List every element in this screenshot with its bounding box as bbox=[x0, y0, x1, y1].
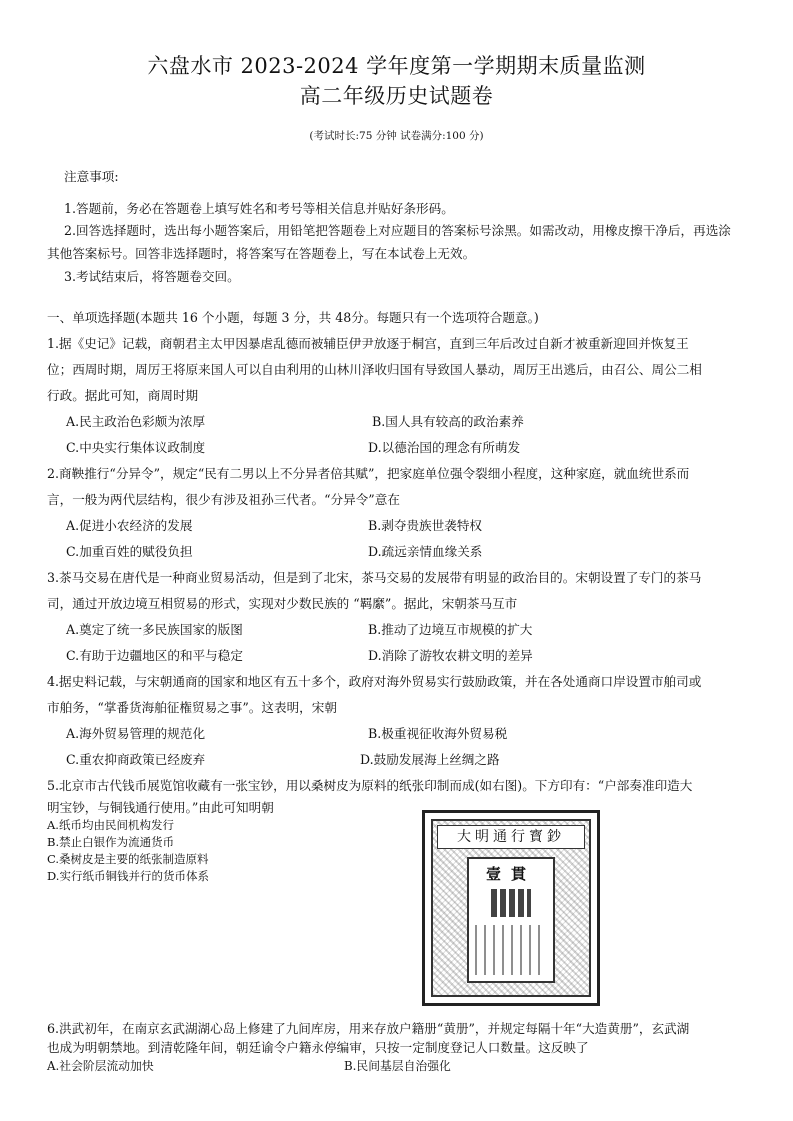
q5-option-b: B.禁止白银作为流通货币 bbox=[47, 835, 175, 849]
q4-option-c: C.重农抑商政策已经废弃 bbox=[66, 752, 206, 767]
exam-title-line2: 高二年级历史试题卷 bbox=[299, 84, 494, 108]
q1-line1: 1.据《史记》记载，商朝君主太甲因暴虐乱德而被辅臣伊尹放逐于桐宫，直到三年后改过自新才被重新迎回并恢复王 bbox=[47, 336, 689, 351]
q2-line1: 2.商鞅推行“分异令”，规定“民有二男以上不分异者倍其赋”，把家庭单位强令裂细小程度，这种家庭，就血统世系而 bbox=[47, 466, 690, 481]
q1-option-c: C.中央实行集体议政制度 bbox=[66, 440, 206, 455]
q6-line1: 6.洪武初年，在南京玄武湖湖心岛上修建了九间库房，用来存放户籍册“黄册”，并规定每隔十年“大造黄册”，玄武湖 bbox=[47, 1021, 690, 1036]
q6-option-b: B.民间基层自治强化 bbox=[344, 1059, 451, 1073]
q5-option-d: D.实行纸币铜钱并行的货币体系 bbox=[47, 869, 209, 883]
exam-title-line1: 六盘水市 2023-2024 学年度第一学期期末质量监测 bbox=[147, 54, 646, 78]
q5-option-a: A.纸币均由民间机构发行 bbox=[47, 818, 174, 832]
q1-option-b: B.国人具有较高的政治素养 bbox=[372, 414, 524, 429]
q1-option-d: D.以德治国的理念有所萌发 bbox=[368, 440, 521, 455]
note-item-2-line1: 2.回答选择题时，选出每小题答案后，用铅笔把答题卷上对应题目的答案标号涂黑。如需改动，用橡皮擦干净后，再选涂 bbox=[64, 223, 731, 238]
q5-line1: 5.北京市古代钱币展览馆收藏有一张宝钞，用以桑树皮为原料的纸张印制而成(如右图)。下方印有：“户部奏准印造大 bbox=[47, 778, 693, 793]
q6-line2: 也成为明朝禁地。到清乾隆年间，朝廷谕令户籍永停编审，只按一定制度登记人口数量。这反映了 bbox=[47, 1040, 589, 1055]
banknote-border bbox=[431, 819, 591, 997]
q1-line2: 位；西周时期，周厉王将原来国人可以自由利用的山林川泽收归国有导致国人暴动，周厉王出逃后，由召公、周公二相 bbox=[47, 362, 702, 377]
q5-line2: 明宝钞，与铜钱通行使用。”由此可知明朝 bbox=[47, 800, 274, 815]
exam-meta: (考试时长:75 分钟 试卷满分:100 分) bbox=[309, 130, 484, 142]
q1-line3: 行政。据此可知，商周时期 bbox=[47, 388, 199, 403]
note-item-2-line2: 其他答案标号。回答非选择题时，将答案写在答题卷上，写在本试卷上无效。 bbox=[47, 246, 476, 261]
q4-option-a: A.海外贸易管理的规范化 bbox=[66, 726, 206, 741]
banknote-center-panel bbox=[467, 857, 555, 983]
q4-option-b: B.极重视征收海外贸易税 bbox=[368, 726, 508, 741]
q3-option-d: D.消除了游牧农耕文明的差异 bbox=[368, 648, 533, 663]
q4-line1: 4.据史料记载，与宋朝通商的国家和地区有五十多个，政府对海外贸易实行鼓励政策，并在各处通商口岸设置市舶司或 bbox=[47, 674, 702, 689]
note-item-1: 1.答题前，务必在答题卷上填写姓名和考号等相关信息并贴好条形码。 bbox=[64, 201, 454, 216]
q2-option-c: C.加重百姓的赋役负担 bbox=[66, 544, 193, 559]
banknote-coin-strings-image bbox=[491, 889, 531, 917]
q3-line2: 司，通过开放边境互相贸易的形式，实现对少数民族的 “羁縻”。据此，宋朝茶马互市 bbox=[47, 596, 518, 611]
note-item-3: 3.考试结束后，将答题卷交回。 bbox=[64, 269, 240, 284]
q6-option-a: A.社会阶层流动加快 bbox=[47, 1059, 154, 1073]
banknote-banner: 大明通行寳鈔 bbox=[437, 825, 585, 849]
q3-option-c: C.有助于边疆地区的和平与稳定 bbox=[66, 648, 243, 663]
q3-option-b: B.推动了边境互市规模的扩大 bbox=[368, 622, 533, 637]
banknote-image bbox=[422, 810, 600, 1006]
notes-heading: 注意事项: bbox=[64, 169, 119, 184]
q4-option-d: D.鼓励发展海上丝绸之路 bbox=[360, 752, 500, 767]
q5-option-c: C.桑树皮是主要的纸张制造原料 bbox=[47, 852, 209, 866]
q1-option-a: A.民主政治色彩颇为浓厚 bbox=[66, 414, 206, 429]
q2-option-d: D.疏远亲情血缘关系 bbox=[368, 544, 483, 559]
q2-option-a: A.促进小农经济的发展 bbox=[66, 518, 193, 533]
q3-option-a: A.奠定了统一多民族国家的版图 bbox=[66, 622, 243, 637]
q2-line2: 言，一般为两代层结构，很少有涉及祖孙三代者。“分异令”意在 bbox=[47, 492, 400, 507]
banknote-inscription-image bbox=[475, 925, 547, 975]
banknote-denomination: 壹貫 bbox=[485, 865, 536, 883]
q3-line1: 3.茶马交易在唐代是一种商业贸易活动，但是到了北宋，茶马交易的发展带有明显的政治目的。宋朝设置了专门的茶马 bbox=[47, 570, 702, 585]
q4-line2: 市舶务，“掌番货海舶征権贸易之事”。这表明，宋朝 bbox=[47, 700, 337, 715]
q2-option-b: B.剥夺贵族世袭特权 bbox=[368, 518, 483, 533]
section-heading: 一、单项选择题(本题共 16 个小题，每题 3 分，共 48分。每题只有一个选项符合题意。) bbox=[47, 310, 539, 325]
